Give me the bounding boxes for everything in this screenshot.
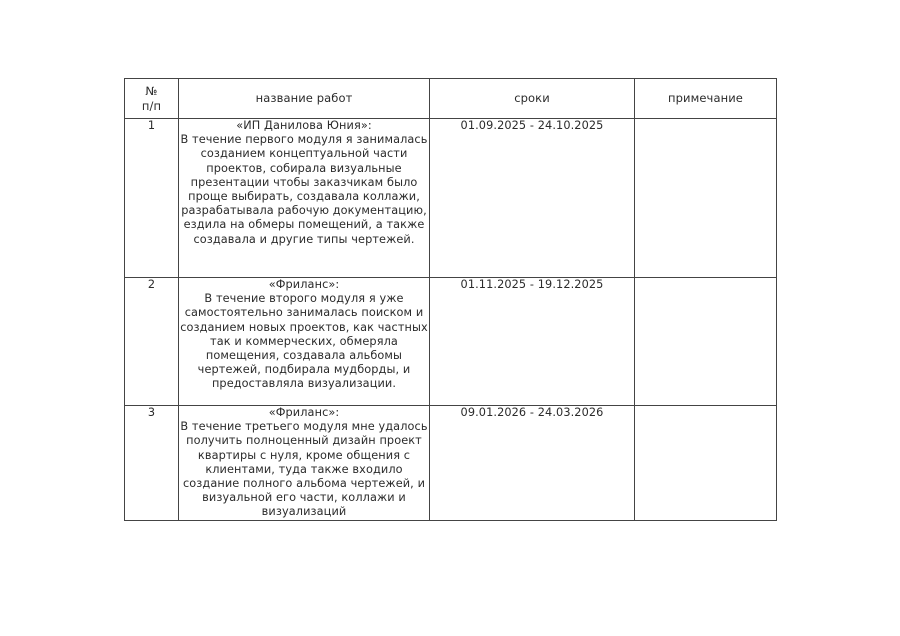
work-description: В течение первого модуля я занималась созданием концептуальной части проектов, собирала визуальные презентации чтобы заказчикам было проще выбирать, создавала коллажи, разрабатывала рабочую документацию, ездила на обмеры помещений, а также создавала и другие типы чертежей. bbox=[180, 133, 428, 246]
row-number: 2 bbox=[125, 278, 179, 406]
header-dates: сроки bbox=[430, 79, 635, 119]
note-cell bbox=[635, 406, 777, 521]
row-number: 1 bbox=[125, 119, 179, 278]
table-row bbox=[125, 406, 777, 521]
work-description-cell bbox=[179, 278, 430, 406]
table-row bbox=[125, 278, 777, 406]
employer-name: «ИП Данилова Юния»: bbox=[236, 119, 372, 132]
row-number: 3 bbox=[125, 406, 179, 521]
note-cell bbox=[635, 278, 777, 406]
header-name: название работ bbox=[179, 79, 430, 119]
note-cell bbox=[635, 119, 777, 278]
work-description-cell bbox=[179, 119, 430, 278]
date-range: 01.09.2025 - 24.10.2025 bbox=[430, 119, 635, 278]
header-num: № п/п bbox=[125, 79, 179, 119]
date-range: 09.01.2026 - 24.03.2026 bbox=[430, 406, 635, 521]
header-note: примечание bbox=[635, 79, 777, 119]
header-row bbox=[125, 79, 777, 119]
employer-name: «Фриланс»: bbox=[268, 406, 340, 419]
work-schedule-table bbox=[124, 78, 777, 521]
work-description: В течение третьего модуля мне удалось получить полноценный дизайн проект квартиры с нуля, кроме общения с клиентами, туда также входило создание полного альбома чертежей, и визуальной его части, коллажи и визуализаций bbox=[180, 420, 428, 519]
table-row bbox=[125, 119, 777, 278]
work-description: В течение второго модуля я уже самостоятельно занималась поиском и созданием новых проектов, как частных так и коммерческих, обмеряла помещения, создавала альбомы чертежей, подбирала мудборды, и предоставляла визуализации. bbox=[180, 292, 428, 391]
employer-name: «Фриланс»: bbox=[268, 278, 340, 291]
date-range: 01.11.2025 - 19.12.2025 bbox=[430, 278, 635, 406]
work-description-cell bbox=[179, 406, 430, 521]
